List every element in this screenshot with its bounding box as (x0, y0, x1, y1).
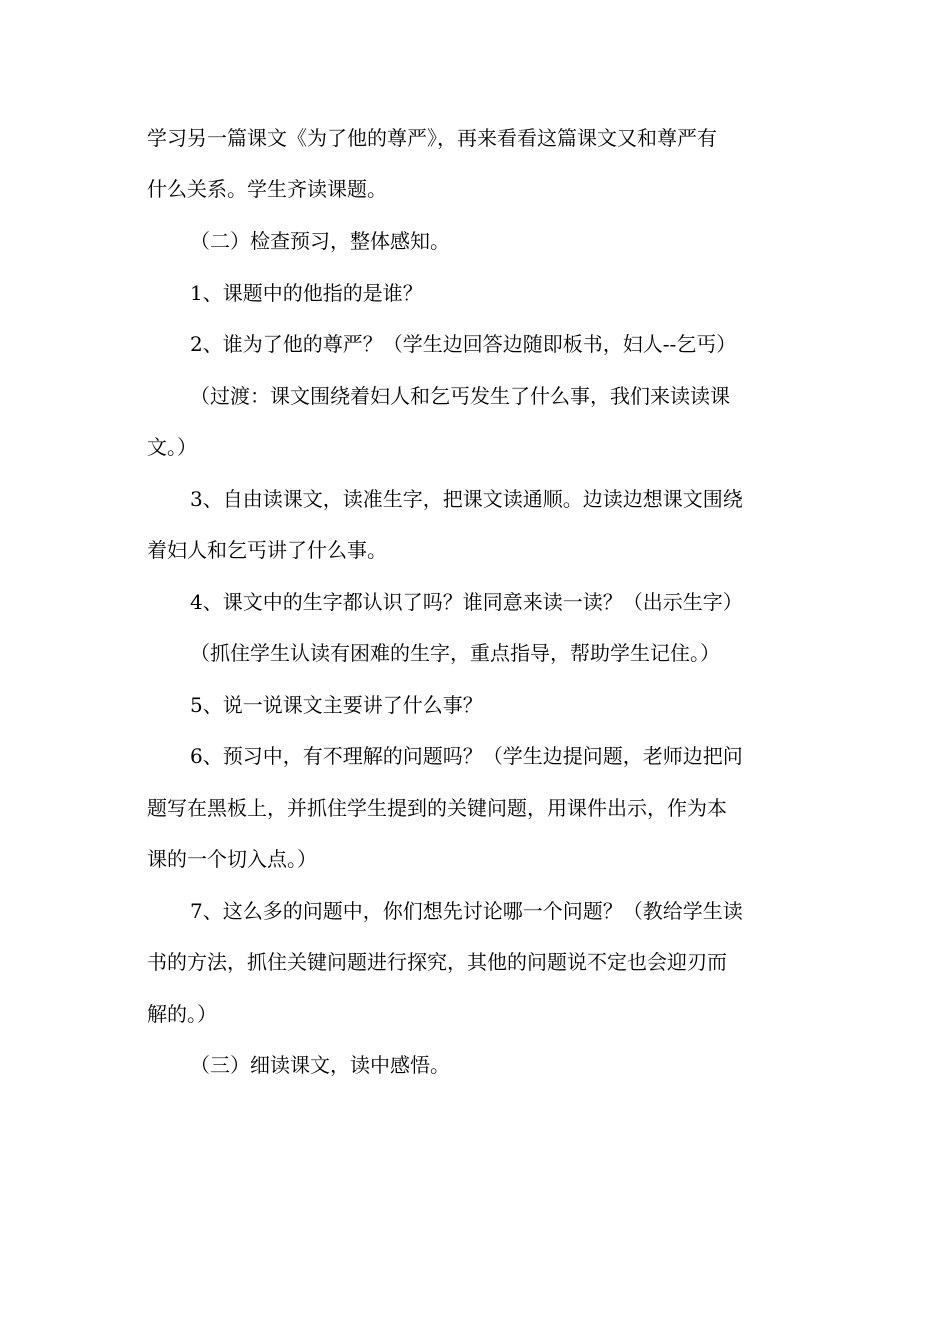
text-line: 着妇人和乞丐讲了什么事。 (147, 538, 387, 562)
text-line: 6、预习中，有不理解的问题吗？（学生边提问题，老师边把问 (190, 744, 743, 768)
text-line: （抓住学生认读有困难的生字，重点指导，帮助学生记住。） (190, 641, 720, 665)
section-heading: （三）细读课文，读中感悟。 (190, 1053, 450, 1077)
text-line: 5、说一说课文主要讲了什么事？ (190, 693, 483, 717)
text-line: 解的。） (147, 1002, 217, 1026)
text-line: 学习另一篇课文《为了他的尊严》，再来看看这篇课文又和尊严有 (147, 126, 717, 150)
text-line: 什么关系。学生齐读课题。 (147, 177, 387, 201)
text-line: 2、谁为了他的尊严？（学生边回答边随即板书，妇人--乞丐） (190, 332, 737, 356)
text-line: 题写在黑板上，并抓住学生提到的关键问题，用课件出示，作为本 (147, 796, 727, 820)
section-heading: （二）检查预习，整体感知。 (190, 229, 450, 253)
text-line: 文。） (147, 435, 197, 459)
text-line: 4、课文中的生字都认识了吗？谁同意来读一读？（出示生字） (190, 590, 743, 614)
text-line: 7、这么多的问题中，你们想先讨论哪一个问题？（教给学生读 (190, 899, 743, 923)
text-line: 书的方法，抓住关键问题进行探究，其他的问题说不定也会迎刃而 (147, 950, 727, 974)
text-line: （过渡：课文围绕着妇人和乞丐发生了什么事，我们来读读课 (190, 384, 730, 408)
text-line: 课的一个切入点。） (147, 847, 317, 871)
text-line: 1、课题中的他指的是谁？ (190, 281, 423, 305)
text-line: 3、自由读课文，读准生字，把课文读通顺。边读边想课文围绕 (190, 487, 743, 511)
